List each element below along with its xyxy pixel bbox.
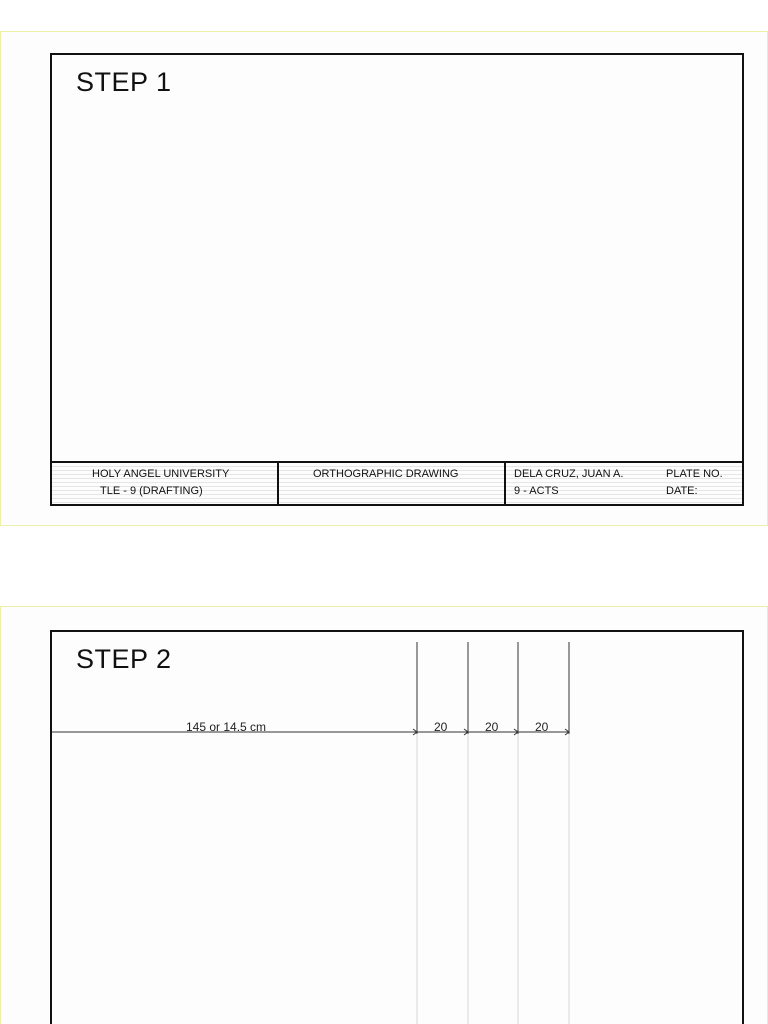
sheet-edge-left	[0, 32, 1, 525]
title-block	[52, 461, 742, 504]
dimension-label-seg1: 20	[434, 720, 448, 734]
drawing-border-frame	[50, 53, 744, 506]
student-name: DELA CRUZ, JUAN A.	[514, 468, 624, 480]
sheet-edge-left	[0, 607, 1, 1024]
dimension-drawing	[52, 632, 746, 1024]
title-block-drawing-cell	[279, 463, 506, 504]
dimension-label-seg3: 20	[535, 720, 549, 734]
student-section: 9 - ACTS	[514, 485, 559, 497]
step-title: STEP 1	[76, 67, 172, 97]
dimension-label-main: 145 or 14.5 cm	[186, 720, 267, 734]
title-block-student-cell	[506, 463, 742, 504]
sheet-step-2	[0, 606, 768, 1024]
sheet-step-1	[0, 31, 768, 526]
date-label: DATE:	[666, 485, 698, 497]
drawing-title: ORTHOGRAPHIC DRAWING	[313, 468, 459, 480]
dimension-label-seg2: 20	[485, 720, 499, 734]
title-block-school-cell	[52, 463, 279, 504]
plate-number-label: PLATE NO.	[666, 468, 723, 480]
school-name: HOLY ANGEL UNIVERSITY	[92, 468, 230, 480]
drawing-border-frame	[50, 630, 744, 1024]
step-title: STEP 2	[76, 644, 172, 674]
course-name: TLE - 9 (DRAFTING)	[100, 485, 203, 497]
